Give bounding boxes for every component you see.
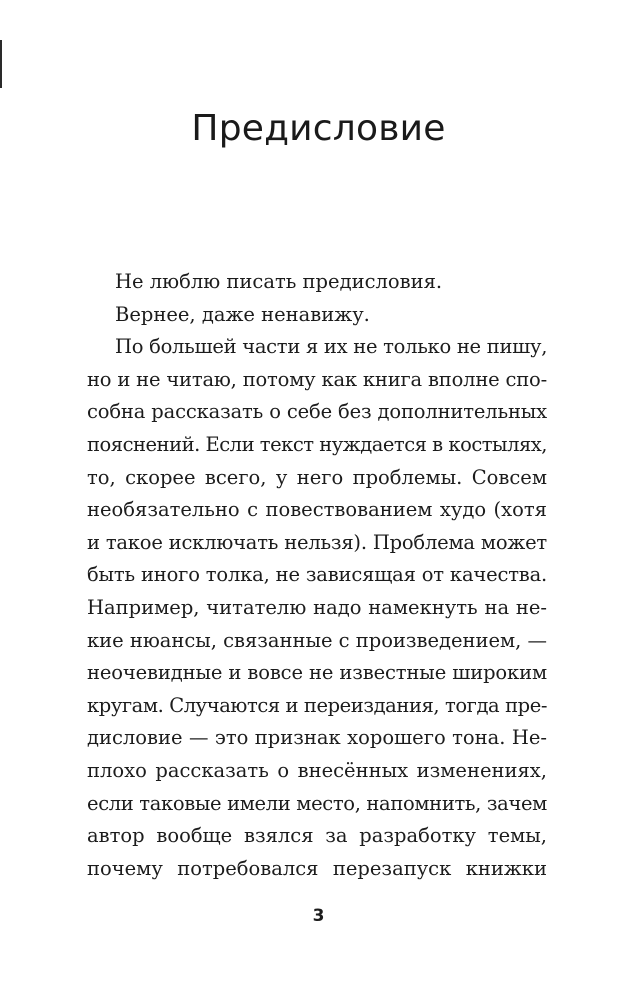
text-line: По большей части я их не только не пишу, <box>115 335 548 359</box>
body-text <box>87 266 547 885</box>
text-line: но и не читаю, потому как книга вполне спо- <box>87 367 547 391</box>
text-line: плохо рассказать о внесённых изменениях, <box>87 758 547 782</box>
text-line: неочевидные и вовсе не известные широким <box>87 661 547 685</box>
text-line: кругам. Случаются и переиздания, тогда пре- <box>87 693 547 717</box>
text-line: и такое исключать нельзя). Проблема может <box>87 530 547 554</box>
text-line: если таковые имели место, напомнить, зачем <box>87 791 547 815</box>
page-edge-mark <box>0 40 2 88</box>
text-line: кие нюансы, связанные с произведением, — <box>87 628 547 652</box>
text-line: быть иного толка, не зависящая от качества. <box>87 563 548 587</box>
text-line: собна рассказать о себе без дополнительных <box>87 400 547 424</box>
text-line: то, скорее всего, у него проблемы. Совсем <box>87 465 547 489</box>
text-line: дисловие — это признак хорошего тона. Не- <box>87 726 547 750</box>
text-line: Например, читателю надо намекнуть на не- <box>87 595 547 619</box>
page-number: 3 <box>312 906 325 926</box>
text-line: пояснений. Если текст нуждается в костылях, <box>87 432 547 456</box>
chapter-title: Предисловие <box>191 108 446 149</box>
text-line: Не люблю писать предисловия. <box>115 270 443 293</box>
text-line: автор вообще взялся за разработку темы, <box>87 824 547 848</box>
text-line: Вернее, даже ненавижу. <box>115 302 370 326</box>
text-line: почему потребовался перезапуск книжки <box>87 856 547 880</box>
text-line: необязательно с повествованием худо (хотя <box>87 498 547 522</box>
